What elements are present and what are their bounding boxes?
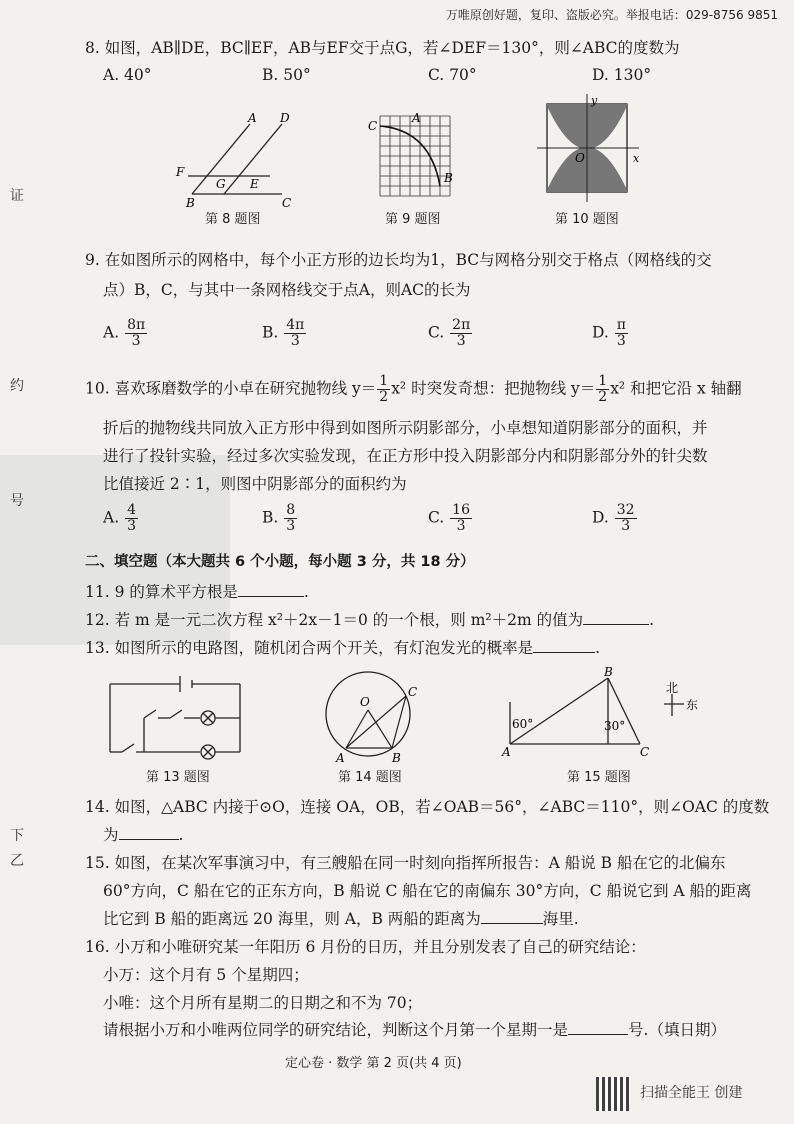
question-15-line2: 60°方向，C 船在它的正东方向，B 船说 C 船在它的南偏东 30°方向，C 船说它到 A 船的距离 xyxy=(103,882,752,900)
question-14-line1: 14. 如图，△ABC 内接于⊙O，连接 OA，OB，若∠OAB＝56°，∠ABC＝110°，则∠OAC 的度数 xyxy=(85,798,770,816)
label-A: A xyxy=(336,751,345,765)
label-A: A xyxy=(412,111,421,125)
label-D: D xyxy=(280,111,290,125)
qr-code-icon xyxy=(596,1077,630,1111)
caption-fig10: 第 10 题图 xyxy=(555,212,619,227)
question-8: 8. 如图，AB∥DE，BC∥EF，AB与EF交于点G，若∠DEF＝130°，则∠ABC的度数为 xyxy=(85,39,680,57)
caption-fig13: 第 13 题图 xyxy=(146,770,210,785)
label-B: B xyxy=(392,751,401,765)
label-30deg: 30° xyxy=(604,719,626,733)
question-16-line1: 16. 小万和小唯研究某一年阳历 6 月份的日历，并且分别发表了自己的研究结论： xyxy=(85,938,646,956)
q8-option-b: B. 50° xyxy=(262,66,311,84)
section-2-heading: 二、填空题（本大题共 6 个小题，每小题 3 分，共 18 分） xyxy=(85,554,475,570)
question-11: 11. 9 的算术平方根是 . xyxy=(85,583,309,601)
figure-14-circle xyxy=(318,670,426,766)
question-15-line3: 比它到 B 船的距离远 20 海里，则 A，B 两船的距离为 海里. xyxy=(103,910,579,928)
label-O: O xyxy=(360,695,370,709)
header-notice: 万唯原创好题，复印、盗版必究。举报电话：029-8756 9851 xyxy=(445,8,778,22)
q9-option-a: A. $\frac{8\pi}{3}$ xyxy=(103,317,146,349)
q8-option-d: D. 130° xyxy=(592,66,652,84)
label-x: x xyxy=(633,152,640,165)
question-10-line3: 进行了投针实验，经过多次实验发现，在正方形中投入阴影部分内和阴影部分外的针尖数 xyxy=(103,447,708,465)
q10-option-a: A. $\frac{4}{3}$ xyxy=(103,502,136,534)
label-B: B xyxy=(444,171,453,185)
figure-10-parabolas xyxy=(535,92,645,204)
margin-char: 下 xyxy=(10,828,24,844)
q9-option-d: D. $\frac{\pi}{3}$ xyxy=(592,317,626,349)
label-north: 北 xyxy=(666,681,679,695)
margin-char: 号 xyxy=(10,493,24,509)
question-16-line3: 小唯：这个月所有星期二的日期之和不为 70； xyxy=(103,994,423,1012)
figure-9-grid xyxy=(368,108,464,204)
label-60deg: 60° xyxy=(512,717,534,731)
caption-fig9: 第 9 题图 xyxy=(385,212,441,227)
caption-fig14: 第 14 题图 xyxy=(338,770,402,785)
question-13: 13. 如图所示的电路图，随机闭合两个开关，有灯泡发光的概率是 . xyxy=(85,639,601,657)
question-9-line2: 点）B，C，与其中一条网格线交于点A，则AC的长为 xyxy=(103,281,471,299)
page-footer: 定心卷 · 数学 第 2 页(共 4 页) xyxy=(285,1056,462,1071)
question-10-line2: 折后的抛物线共同放入正方形中得到如图所示阴影部分，小卓想知道阴影部分的面积，并 xyxy=(103,419,708,437)
question-9-line1: 9. 在如图所示的网格中，每个小正方形的边长均为1，BC与网格分别交于格点（网格线的交 xyxy=(85,251,712,269)
figure-15-ships xyxy=(500,664,700,760)
caption-fig15: 第 15 题图 xyxy=(567,770,631,785)
question-10-line4: 比值接近 2∶1，则图中阴影部分的面积约为 xyxy=(103,475,407,493)
label-y: y xyxy=(591,94,598,107)
label-C: C xyxy=(408,685,418,699)
q8-option-c: C. 70° xyxy=(428,66,477,84)
label-B: B xyxy=(186,196,195,210)
question-10-line1: 10. 喜欢琢磨数学的小卓在研究抛物线 y＝ $\frac{1}{2}$ x² 时突发奇想：把抛物线 y＝ $\frac{1}{2}$ x² 和把它沿 x 轴翻 xyxy=(85,373,742,405)
caption-fig8: 第 8 题图 xyxy=(205,212,261,227)
question-12: 12. 若 m 是一元二次方程 x²＋2x－1＝0 的一个根，则 m²＋2m 的值为 . xyxy=(85,611,655,629)
label-A: A xyxy=(248,111,257,125)
label-E: E xyxy=(250,177,259,191)
scanner-credit: 扫描全能王 创建 xyxy=(640,1085,743,1101)
label-A: A xyxy=(502,745,511,759)
figure-13-circuit xyxy=(100,672,250,764)
q10-option-b: B. $\frac{8}{3}$ xyxy=(262,502,296,534)
label-east: 东 xyxy=(686,698,699,712)
margin-char: 乙 xyxy=(10,853,24,869)
margin-char: 约 xyxy=(10,378,24,394)
question-16-line2: 小万：这个月有 5 个星期四； xyxy=(103,966,309,984)
q10-option-d: D. $\frac{32}{3}$ xyxy=(592,502,635,534)
label-C: C xyxy=(640,745,650,759)
label-G: G xyxy=(216,177,226,191)
label-O: O xyxy=(575,151,585,165)
q9-option-b: B. $\frac{4\pi}{3}$ xyxy=(262,317,305,349)
question-14-line2: 为 . xyxy=(103,826,184,844)
question-16-line4: 请根据小万和小唯两位同学的研究结论，判断这个月第一个星期一是 号.（填日期） xyxy=(103,1021,726,1039)
q9-option-c: C. $\frac{2\pi}{3}$ xyxy=(428,317,471,349)
label-C: C xyxy=(282,196,292,210)
question-15-line1: 15. 如图，在某次军事演习中，有三艘船在同一时刻向指挥所报告：A 船说 B 船在它的北偏东 xyxy=(85,854,726,872)
margin-char: 证 xyxy=(10,188,24,204)
label-B: B xyxy=(604,665,613,679)
figure-8-diagram xyxy=(170,110,310,210)
q10-option-c: C. $\frac{16}{3}$ xyxy=(428,502,470,534)
label-C: C xyxy=(368,119,378,133)
label-F: F xyxy=(176,165,185,179)
q8-option-a: A. 40° xyxy=(103,66,152,84)
